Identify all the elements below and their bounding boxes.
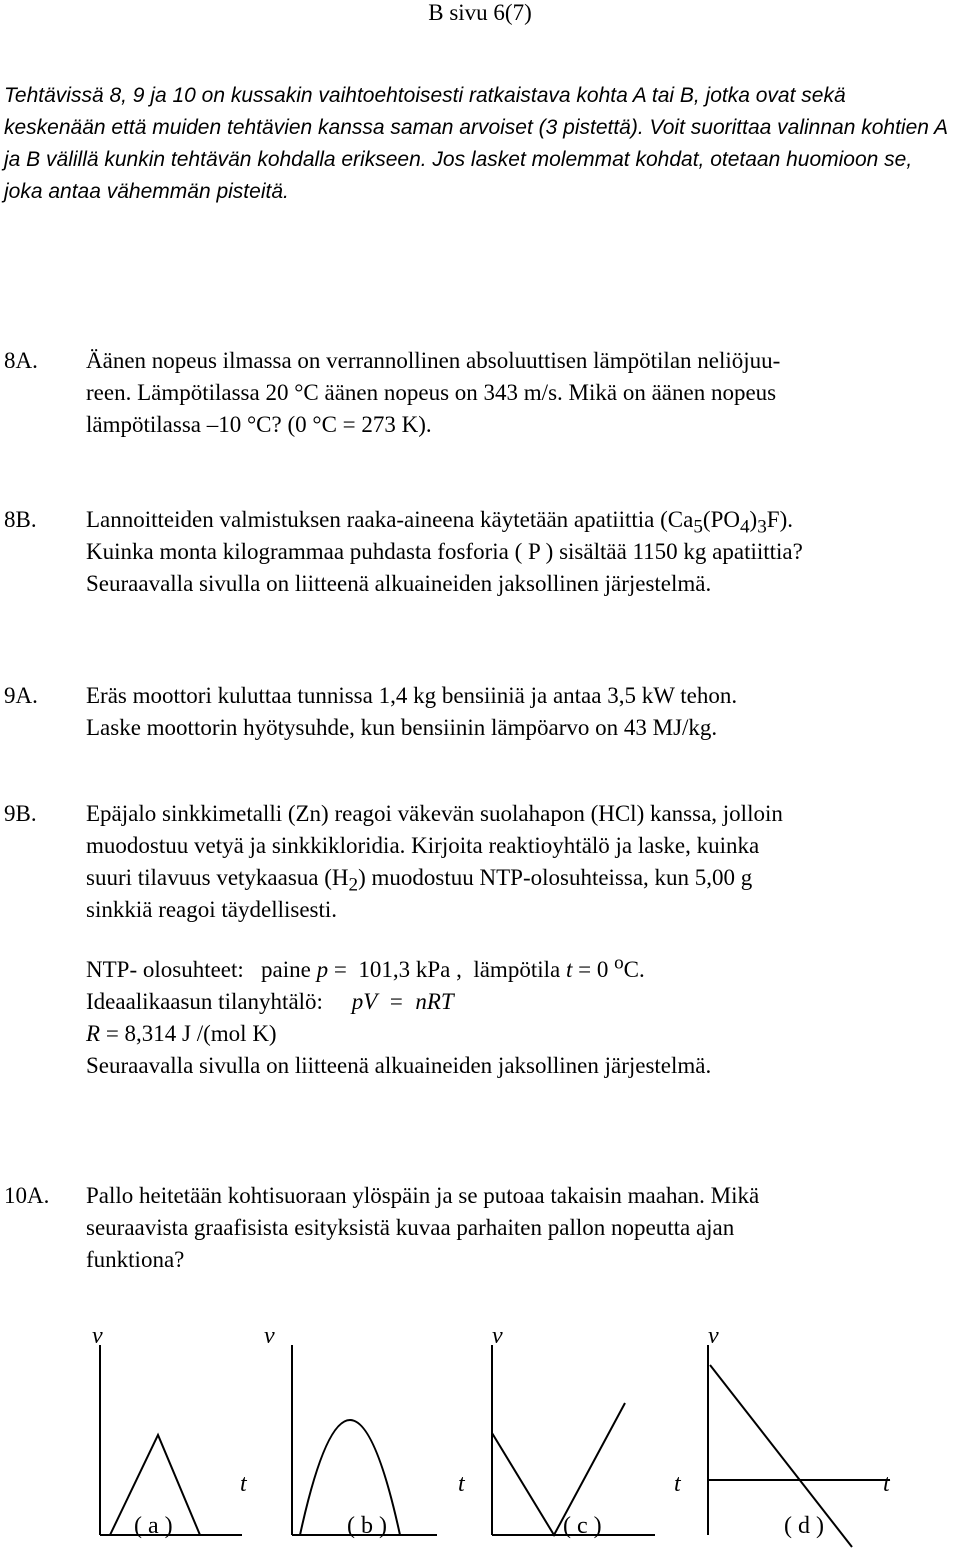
task-10a-line: funktiona? [86,1247,185,1272]
graph-c-curve [492,1403,625,1535]
graph-a-axes [100,1345,242,1535]
task-9b-line: muodostuu vetyä ja sinkkikloridia. Kirjoita reaktioyhtälö ja laske, kuinka [86,833,760,858]
instructions [4,80,949,208]
subscript: 4 [739,516,750,538]
task-9a-label: 9A. [4,683,38,708]
task-8b-line: Kuinka monta kilogrammaa puhdasta fosforia ( P ) sisältää 1150 kg apatiittia? [86,539,803,564]
ntp-text: = 101,3 kPa , lämpötila [328,957,566,982]
task-8a-line: reen. Lämpötilassa 20 °C äänen nopeus on 343 m/s. Mikä on äänen nopeus [86,380,777,405]
task-9b-line: Epäjalo sinkkimetalli (Zn) reagoi väkevän suolahapon (HCl) kanssa, jolloin [86,801,783,826]
task-8a-line: lämpötilassa –10 °C? (0 °C = 273 K). [86,412,432,437]
task-10a-line: seuraavista graafisista esityksistä kuvaa parhaiten pallon nopeutta ajan [86,1215,735,1240]
task-8a-label: 8A. [4,348,38,373]
task-9b-line: sinkkiä reagoi täydellisesti. [86,897,338,922]
task-9a-line: Eräs moottori kuluttaa tunnissa 1,4 kg bensiiniä ja antaa 3,5 kW tehon. [86,683,738,708]
graph-c-y-label: v [492,1323,503,1349]
graph-c-axes [492,1345,655,1535]
gas-law-equation: pV = nRT [351,989,454,1014]
ideal-gas-law [86,986,950,1018]
task-8b-text: ) [749,507,758,532]
gas-constant [86,1018,950,1050]
ntp-text: C. [623,957,645,982]
subscript: 2 [348,874,359,896]
task-8a-line: Äänen nopeus ilmassa on verrannollinen absoluuttisen lämpötilan neliöjuu- [86,348,781,373]
task-9b-line [86,862,950,894]
graph-a-y-label: v [92,1323,103,1349]
pressure-symbol: p [316,957,329,982]
graph-c-x-label: t [674,1471,681,1497]
task-10a-label: 10A. [4,1183,50,1208]
task-9a-line: Laske moottorin hyötysuhde, kun bensiinin lämpöarvo on 43 MJ/kg. [86,715,718,740]
task-8b-text: Lannoitteiden valmistuksen raaka-aineena käytetään apatiittia (Ca [86,507,694,532]
task-8b-label: 8B. [4,507,37,532]
option-b-label: ( b ) [347,1513,387,1539]
ntp-conditions [86,954,950,986]
ntp-text: NTP- olosuhteet: paine [86,957,317,982]
degree-sup: o [614,952,624,974]
graph-a-x-label: t [240,1471,247,1497]
graph-d-y-label: v [708,1323,719,1349]
subscript: 3 [757,516,767,538]
task-8b-formula-line [86,504,950,536]
gas-law-label: Ideaalikaasun tilanyhtälö: [86,989,352,1014]
task-9b-text: ) muodostuu NTP-olosuhteissa, kun 5,00 g [358,865,753,890]
page-header: B sivu 6(7) [428,0,532,25]
option-c-label: ( c ) [563,1513,602,1539]
gas-constant-value: = 8,314 J /(mol K) [100,1021,277,1046]
task-8b-text: (PO [702,507,740,532]
task-9b-appendix: Seuraavalla sivulla on liitteenä alkuaineiden jaksollinen järjestelmä. [86,1053,712,1078]
option-d-label: ( d ) [784,1513,824,1539]
temperature-symbol: t [565,957,573,982]
graph-b-y-label: v [264,1323,275,1349]
task-9b-formulas [86,954,950,1082]
graph-d-curve [710,1365,852,1547]
task-8b-text: F). [766,507,793,532]
task-9b-text: suuri tilavuus vetykaasua (H [86,865,349,890]
subscript: 5 [693,516,703,538]
task-9b-label: 9B. [4,801,37,826]
graph-d-x-label: t [883,1471,890,1497]
graph-b-x-label: t [458,1471,465,1497]
option-a-label: ( a ) [134,1513,173,1539]
graph-d-axes [708,1345,890,1535]
instructions-text: Tehtävissä 8, 9 ja 10 on kussakin vaihtoehtoisesti ratkaistava kohta A tai B, jotka ovat sekä keskenään että muiden tehtävien kanssa saman arvoiset (3 pistettä). Voit suorittaa valinnan kohtien A ja B välillä kunkin tehtävän kohdalla erikseen. Jos lasket molemmat kohdat, otetaan huomioon se, joka antaa vähemmän pisteitä. [4,84,948,203]
task-8b-line: Seuraavalla sivulla on liitteenä alkuaineiden jaksollinen järjestelmä. [86,571,712,596]
task-10a-line: Pallo heitetään kohtisuoraan ylöspäin ja se putoaa takaisin maahan. Mikä [86,1183,760,1208]
ntp-text: = 0 [572,957,615,982]
gas-constant-symbol: R [86,1021,101,1046]
graph-b-axes [292,1345,437,1535]
